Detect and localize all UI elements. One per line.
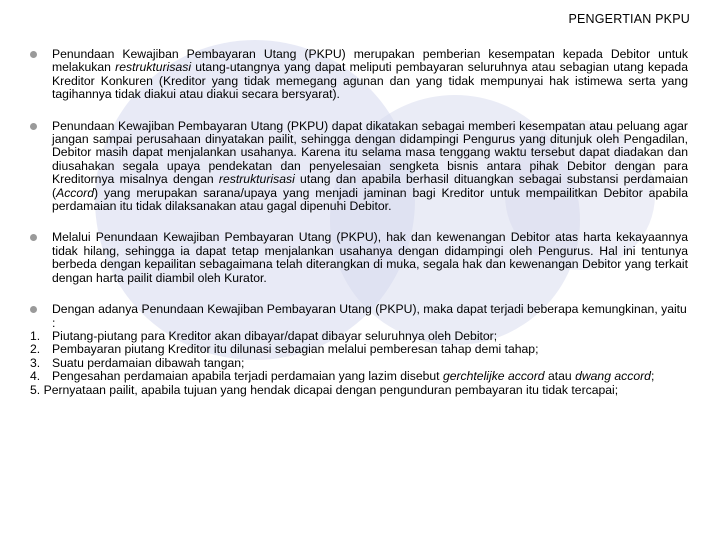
bullet-item-2: Penundaan Kewajiban Pembayaran Utang (PKPU) dapat dikatakan sebagai memberi kesempatan atau peluang agar jangan sampai perusahaan dinyatakan pailit, sehingga dengan didampingi Pengurus yang ditunjuk oleh Pengadilan, Debitor masih dapat menjalankan usahanya. Karena itu selama masa tenggang waktu tersebut dapat diadakan dan diusahakan segala upaya pendekatan dan penyelesaian sengketa bisnis antara pihak Debitor dengan para Kreditornya misalnya dengan restrukturisasi utang dan apabila berhasil dituangkan sebagai substansi perdamaian (Accord) yang merupakan sarana/upaya yang menjadi jaminan bagi Kreditor untuk mempailitkan Debitor apabila perdamaian itu tidak dilaksanakan atau gagal dipenuhi Debitor. — [28, 120, 688, 214]
possibility-list — [30, 330, 688, 397]
bullet-item-3: Melalui Penundaan Kewajiban Pembayaran Utang (PKPU), hak dan kewenangan Debitor atas harta kekayaannya tidak hilang, sehingga ia dapat tetap menjalankan usahanya dengan didampingi oleh Pengurus. Hal ini tentunya berbeda dengan kepailitan sebagaimana telah diterangkan di muka, segala hak dan kewenangan Debitor yang terkait dengan harta pailit diambil oleh Kurator. — [28, 231, 688, 285]
page-title: PENGERTIAN PKPU — [568, 12, 690, 26]
bullet-dot-icon — [30, 306, 37, 313]
bullet-dot-icon — [30, 234, 37, 241]
bullet-list — [28, 48, 688, 415]
bullet-dot-icon — [30, 123, 37, 130]
bullet-dot-icon — [30, 51, 37, 58]
list-item: 4. Pengesahan perdamaian apabila terjadi perdamaian yang lazim disebut gerchtelijke accord atau dwang accord; — [30, 369, 655, 384]
list-item: 2. Pembayaran piutang Kreditor itu dilunasi sebagian melalui pemberesan tahap demi tahap; — [30, 342, 539, 357]
list-item: 1. Piutang-piutang para Kreditor akan dibayar/dapat dibayar seluruhnya oleh Debitor; — [30, 328, 498, 343]
bullet-item-1: Penundaan Kewajiban Pembayaran Utang (PKPU) merupakan pemberian kesempatan kepada Debitor untuk melakukan restrukturisasi utang-utangnya yang dapat meliputi pembayaran seluruhnya atau sebagian utang kepada Kreditor Konkuren (Kreditor yang tidak memegang agunan dan yang tidak mempunyai hak istimewa serta yang tagihannya tidak diakui atau diakui secara bersyarat). — [28, 48, 688, 102]
list-item: 3. Suatu perdamaian dibawah tangan; — [30, 355, 245, 370]
bullet-item-4 — [28, 303, 688, 397]
list-item: 5. Pernyataan pailit, apabila tujuan yang hendak dicapai dengan pengunduran pembayaran itu tidak tercapai; — [30, 382, 619, 397]
bullet-item-4-intro: Dengan adanya Penundaan Kewajiban Pembayaran Utang (PKPU), maka dapat terjadi beberapa kemungkinan, yaitu : — [52, 302, 687, 330]
